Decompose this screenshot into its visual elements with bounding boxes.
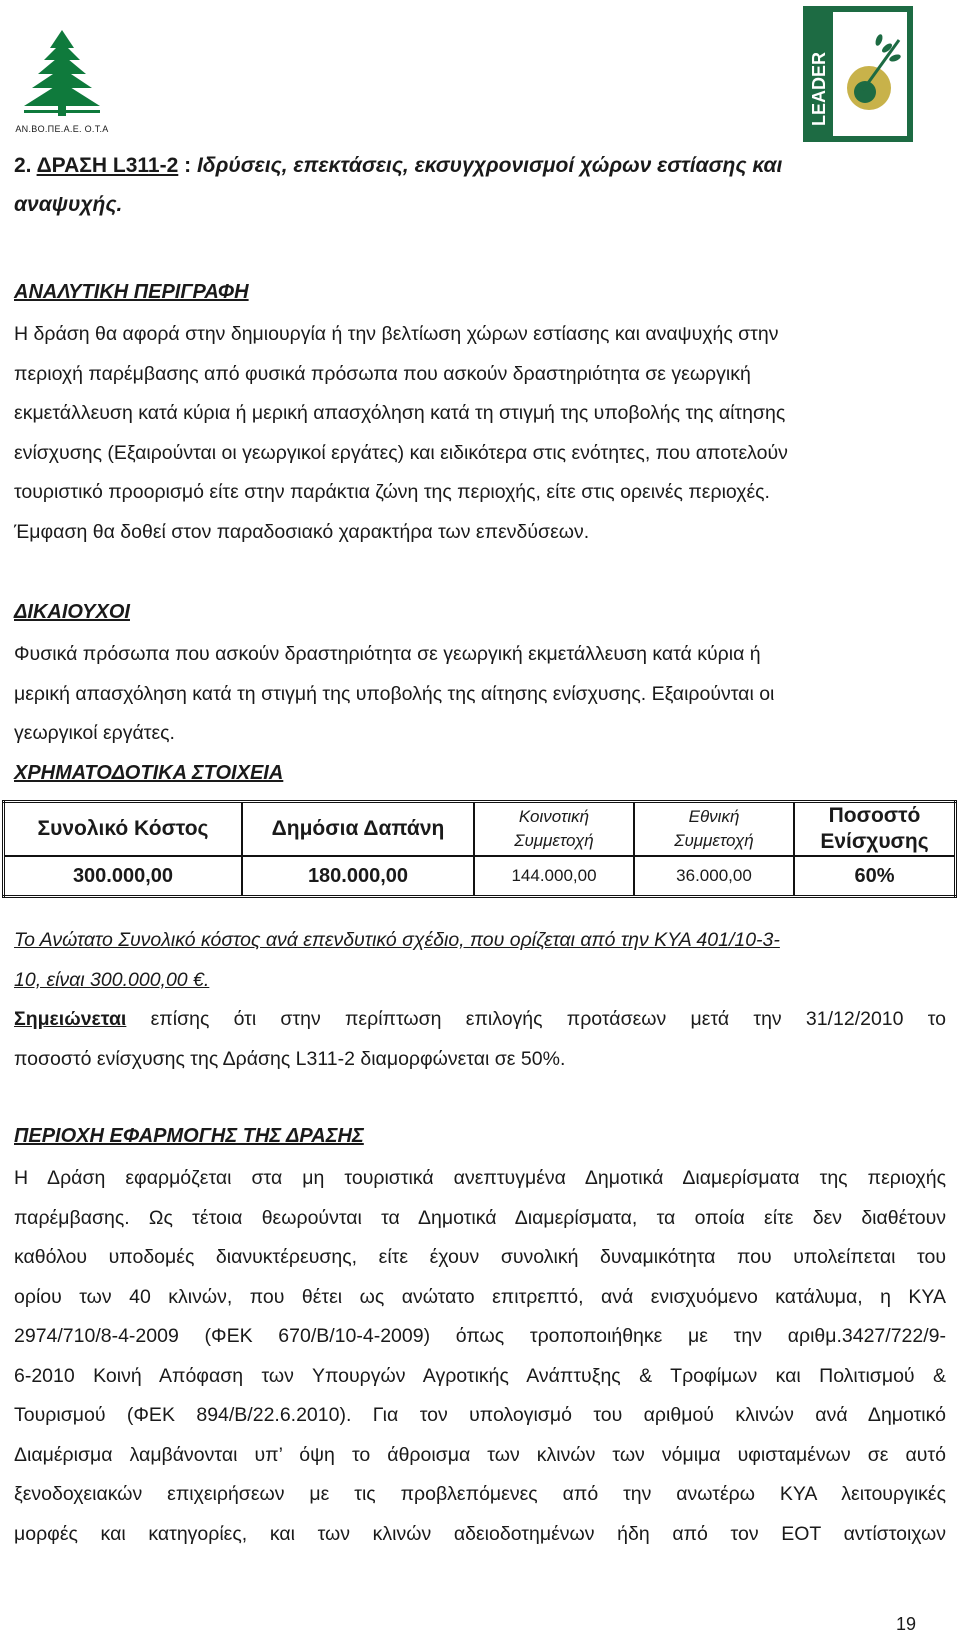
beneficiaries-line: μερική απασχόληση κατά τη στιγμή της υποβολής της αίτησης ενίσχυσης. Εξαιρούνται οι — [14, 682, 775, 705]
value-community: 144.000,00 — [474, 856, 634, 897]
area-line: παρέμβασης. Ως τέτοια θεωρούνται τα Δημοτικά Διαμερίσματα, τα οποία είτε δεν διαθέτουν — [14, 1206, 946, 1229]
value-rate: 60% — [794, 856, 956, 897]
notes-paragraph — [14, 921, 946, 1079]
area-line: Η Δράση εφαρμόζεται στα μη τουριστικά ανεπτυγμένα Δημοτικά Διαμερίσματα της περιοχής — [14, 1167, 946, 1189]
table-header-row — [4, 802, 956, 857]
leader-wordmark: LEADER — [809, 51, 829, 126]
area-title: ΠΕΡΙΟΧΗ ΕΦΑΡΜΟΓΗΣ ΤΗΣ ΔΡΑΣΗΣ — [14, 1125, 364, 1147]
description-paragraph — [14, 315, 946, 552]
value-public-expense: 180.000,00 — [242, 856, 474, 897]
max-cost-line2: 10, είναι 300.000,00 €. — [14, 968, 210, 991]
note-text: επίσης ότι στην περίπτωση επιλογής προτάσεων μετά την 31/12/2010 το — [126, 1008, 946, 1030]
description-line: ενίσχυσης (Εξαιρούνται οι γεωργικοί εργάτες) και ειδικότερα στις ενότητες, που αποτελούν — [14, 441, 788, 464]
header-national-line1: Εθνική — [688, 807, 740, 826]
area-line: μορφές και κατηγορίες, και των κλινών αδειοδοτημένων ήδη από τον ΕΟΤ αντίστοιχων — [14, 1522, 946, 1545]
header-public-expense: Δημόσια Δαπάνη — [242, 802, 474, 857]
organization-name: ΑΝ.ΒΟ.ΠΕ.Α.Ε. Ο.Τ.Α — [15, 124, 109, 134]
max-cost-line1: Το Ανώτατο Συνολικό κόστος ανά επενδυτικό σχέδιο, που ορίζεται από την ΚΥΑ 401/10-3- — [14, 929, 780, 951]
leader-logo-icon — [803, 6, 913, 142]
value-national: 36.000,00 — [634, 856, 794, 897]
header-rate — [794, 802, 956, 857]
beneficiaries-paragraph — [14, 635, 946, 754]
note-line2: ποσοστό ενίσχυσης της Δράσης L311-2 διαμορφώνεται σε 50%. — [14, 1047, 566, 1070]
area-line: Τουρισμού (ΦΕΚ 894/Β/22.6.2010). Για τον υπολογισμό του αριθμού κλινών ανά Δημοτικό — [14, 1404, 946, 1426]
area-line: 2974/710/8-4-2009 (ΦΕΚ 670/Β/10-4-2009) όπως τροποποιήθηκε με την αριθμ.3427/722/9- — [14, 1325, 946, 1347]
leader-logo — [803, 6, 913, 142]
table-values-row — [4, 856, 956, 897]
financial-title: ΧΡΗΜΑΤΟΔΟΤΙΚΑ ΣΤΟΙΧΕΙΑ — [14, 762, 284, 784]
area-line: ορίου των 40 κλινών, που θέτει ως ανώτατο επιτρεπτό, ανά ενισχυόμενο κατάλυμα, η ΚΥΑ — [14, 1285, 946, 1308]
action-heading — [14, 146, 934, 224]
header-community-line1: Κοινοτική — [518, 807, 590, 826]
note-line1 — [14, 1000, 946, 1040]
heading-number: 2. — [14, 154, 32, 177]
description-line: εκμετάλλευση κατά κύρια ή μερική απασχόληση κατά τη στιγμή της υποβολής της αίτησης — [14, 402, 786, 424]
header-community — [474, 802, 634, 857]
page-number: 19 — [896, 1614, 917, 1634]
header-national — [634, 802, 794, 857]
beneficiaries-line: Φυσικά πρόσωπα που ασκούν δραστηριότητα σε γεωργική εκμετάλλευση κατά κύρια ή — [14, 643, 761, 665]
beneficiaries-line: γεωργικοί εργάτες. — [14, 722, 175, 744]
description-line: περιοχή παρέμβασης από φυσικά πρόσωπα που ασκούν δραστηριότητα σε γεωργική — [14, 362, 751, 385]
description-title: ΑΝΑΛΥΤΙΚΗ ΠΕΡΙΓΡΑΦΗ — [14, 281, 249, 303]
heading-title-line1: Ιδρύσεις, επεκτάσεις, εκσυγχρονισμοί χώρων εστίασης και — [196, 154, 783, 177]
header-rate-line1: Ποσοστό — [828, 804, 921, 827]
heading-code: ΔΡΑΣΗ L311-2 — [36, 154, 179, 177]
beneficiaries-title: ΔΙΚΑΙΟΥΧΟΙ — [14, 601, 130, 623]
header-rate-line2: Ενίσχυσης — [820, 830, 929, 853]
area-paragraph — [14, 1159, 946, 1554]
description-line: τουριστικό προορισμό είτε στην παράκτια ζώνη της περιοχής, είτε στις ορεινές περιοχές. — [14, 481, 770, 503]
area-line: Διαμέρισμα λαμβάνονται υπ’ όψη το άθροισμα των κλινών των νόμιμα υφισταμένων σε αυτό — [14, 1443, 946, 1466]
value-total-cost: 300.000,00 — [4, 856, 243, 897]
tree-logo-icon — [14, 26, 110, 122]
header-national-line2: Συμμετοχή — [674, 831, 754, 850]
note-emphasis: Σημειώνεται — [14, 1008, 127, 1030]
description-line: Η δράση θα αφορά στην δημιουργία ή την βελτίωση χώρων εστίασης και αναψυχής στην — [14, 323, 779, 345]
header-total-cost: Συνολικό Κόστος — [4, 802, 243, 857]
organization-logo — [14, 26, 110, 138]
area-line: καθόλου υποδομές διανυκτέρευσης, είτε έχουν συνολική δυναμικότητα που υπολείπεται του — [14, 1246, 946, 1268]
heading-separator: : — [178, 154, 197, 177]
header-community-line2: Συμμετοχή — [514, 831, 594, 850]
financial-table — [2, 800, 957, 898]
heading-title-line2: αναψυχής. — [14, 193, 123, 216]
area-line: ξενοδοχειακών επιχειρήσεων με τις προβλεπόμενες από την ανωτέρω ΚΥΑ λειτουργικές — [14, 1483, 946, 1505]
area-line: 6-2010 Κοινή Απόφαση των Υπουργών Αγροτικής Ανάπτυξης & Τροφίμων και Πολιτισμού & — [14, 1364, 946, 1387]
description-line: Έμφαση θα δοθεί στον παραδοσιακό χαρακτήρα των επενδύσεων. — [14, 520, 590, 543]
